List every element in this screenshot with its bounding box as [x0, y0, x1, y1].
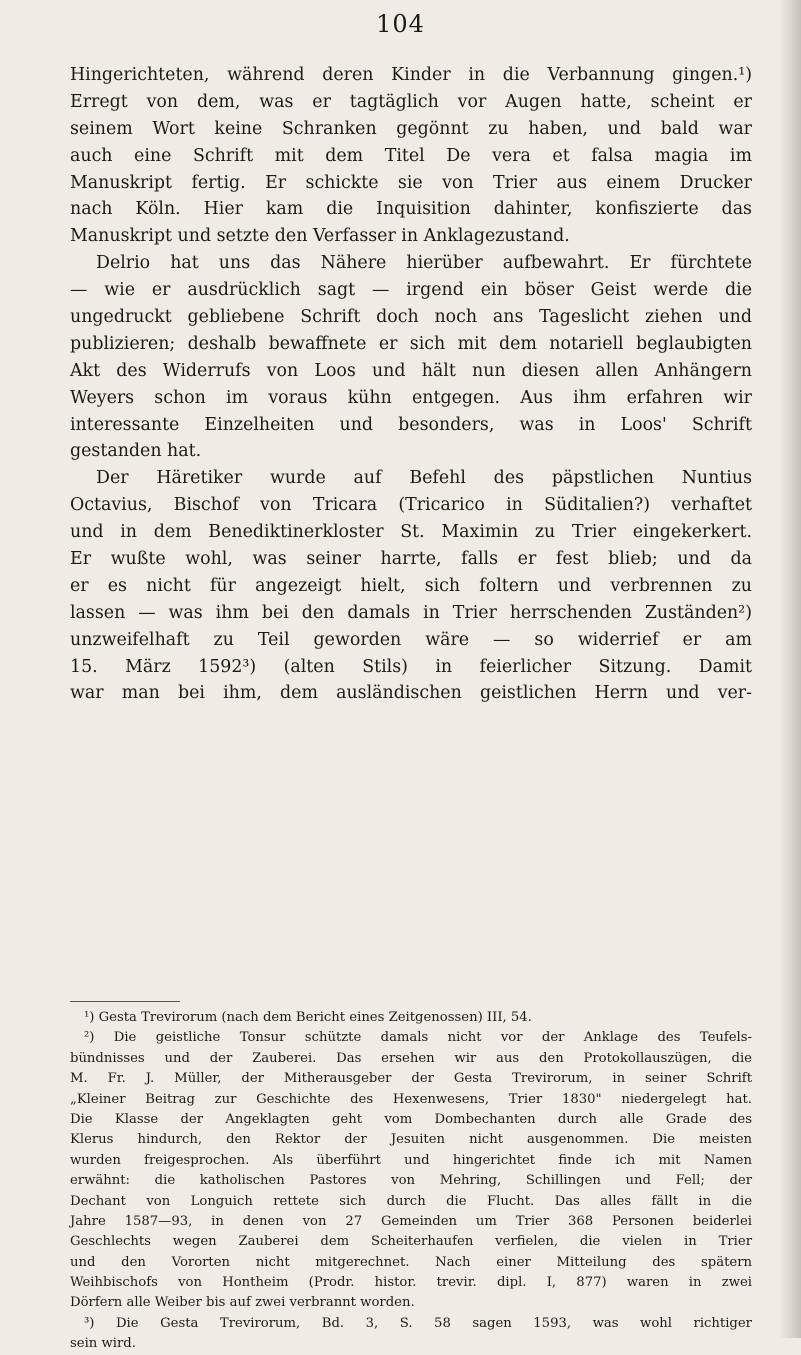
footnote-line: Dechant von Longuich rettete sich durch die Flucht. Das alles fällt in die [70, 1193, 752, 1209]
body-line: Delrio hat uns das Nähere hierüber aufbewahrt. Er fürchtete [96, 253, 752, 274]
body-line: er es nicht für angezeigt hielt, sich foltern und verbrennen zu [70, 575, 752, 596]
body-text [70, 62, 752, 707]
body-line: Manuskript fertig. Er schickte sie von Trier aus einem Drucker [70, 172, 752, 193]
body-line: Akt des Widerrufs von Loos und hält nun diesen allen Anhängern [70, 360, 752, 381]
body-line: Er wußte wohl, was seiner harrte, falls er fest blieb; und da [70, 549, 752, 570]
body-line: Octavius, Bischof von Tricara (Tricarico in Süditalien?) verhaftet [70, 495, 752, 516]
footnote-line: ¹) Gesta Trevirorum (nach dem Bericht eines Zeitgenossen) III, 54. [84, 1010, 532, 1025]
body-line: lassen — was ihm bei den damals in Trier herrschenden Zuständen²) [70, 602, 752, 623]
footnotes [70, 1008, 752, 1355]
footnote-line: Weihbischofs von Hontheim (Prodr. histor. trevir. dipl. I, 877) waren in zwei [70, 1275, 752, 1291]
body-line: Manuskript und setzte den Verfasser in Anklagezustand. [70, 226, 570, 247]
page-number: 104 [376, 10, 425, 38]
footnote-line: bündnisses und der Zauberei. Das ersehen wir aus den Protokollauszügen, die [70, 1050, 752, 1066]
body-line: Der Häretiker wurde auf Befehl des päpstlichen Nuntius [96, 468, 752, 489]
footnote-line: ³) Die Gesta Trevirorum, Bd. 3, S. 58 sagen 1593, was wohl richtiger [84, 1315, 752, 1331]
body-line: gestanden hat. [70, 441, 202, 462]
body-line: auch eine Schrift mit dem Titel De vera et falsa magia im [70, 145, 752, 166]
body-line: 15. März 1592³) (alten Stils) in feierlicher Sitzung. Damit [70, 656, 752, 677]
body-line: und in dem Benediktinerkloster St. Maximin zu Trier eingekerkert. [70, 522, 752, 543]
footnote-line: sein wird. [70, 1336, 136, 1352]
footnote-line: Dörfern alle Weiber bis auf zwei verbrannt worden. [70, 1295, 415, 1311]
body-line: interessante Einzelheiten und besonders, was in Loos' Schrift [70, 414, 752, 435]
body-line: seinem Wort keine Schranken gegönnt zu haben, und bald war [70, 118, 752, 139]
footnote-line: erwähnt: die katholischen Pastores von Mehring, Schillingen und Fell; der [70, 1173, 752, 1189]
footnote-line: Jahre 1587—93, in denen von 27 Gemeinden um Trier 368 Personen beiderlei [70, 1213, 752, 1229]
body-line: ungedruckt gebliebene Schrift doch noch ans Tageslicht ziehen und [70, 307, 752, 328]
body-line: — wie er ausdrücklich sagt — irgend ein böser Geist werde die [70, 280, 752, 301]
footnote-line: wurden freigesprochen. Als überführt und hingerichtet finde ich mit Namen [70, 1152, 752, 1168]
body-line: publizieren; deshalb bewaffnete er sich mit dem notariell beglaubigten [70, 333, 752, 354]
footnote-line: und den Vororten nicht mitgerechnet. Nach einer Mitteilung des spätern [70, 1254, 752, 1270]
body-line: nach Köln. Hier kam die Inquisition dahinter, konfiszierte das [70, 199, 752, 220]
footnote-line: M. Fr. J. Müller, der Mitherausgeber der Gesta Trevirorum, in seiner Schrift [70, 1071, 752, 1087]
body-line: unzweifelhaft zu Teil geworden wäre — so widerrief er am [70, 629, 752, 650]
footnote-line: Geschlechts wegen Zauberei dem Scheiterhaufen verfielen, die vielen in Trier [70, 1234, 752, 1250]
footnote-line: „Kleiner Beitrag zur Geschichte des Hexenwesens, Trier 1830" niedergelegt hat. [70, 1091, 752, 1107]
body-line: war man bei ihm, dem ausländischen geistlichen Herrn und ver- [70, 683, 752, 704]
footnote-line: Klerus hindurch, den Rektor der Jesuiten nicht ausgenommen. Die meisten [70, 1132, 752, 1148]
footnote-line: ²) Die geistliche Tonsur schützte damals nicht vor der Anklage des Teufels- [84, 1030, 752, 1046]
footnote-line: Die Klasse der Angeklagten geht vom Dombechanten durch alle Grade des [70, 1111, 752, 1127]
footnote-divider [70, 1001, 180, 1002]
body-line: Erregt von dem, was er tagtäglich vor Augen hatte, scheint er [70, 91, 752, 112]
body-line: Weyers schon im voraus kühn entgegen. Aus ihm erfahren wir [70, 387, 752, 408]
body-line: Hingerichteten, während deren Kinder in die Verbannung gingen.¹) [70, 65, 752, 85]
page-edge-shadow [779, 0, 801, 1338]
